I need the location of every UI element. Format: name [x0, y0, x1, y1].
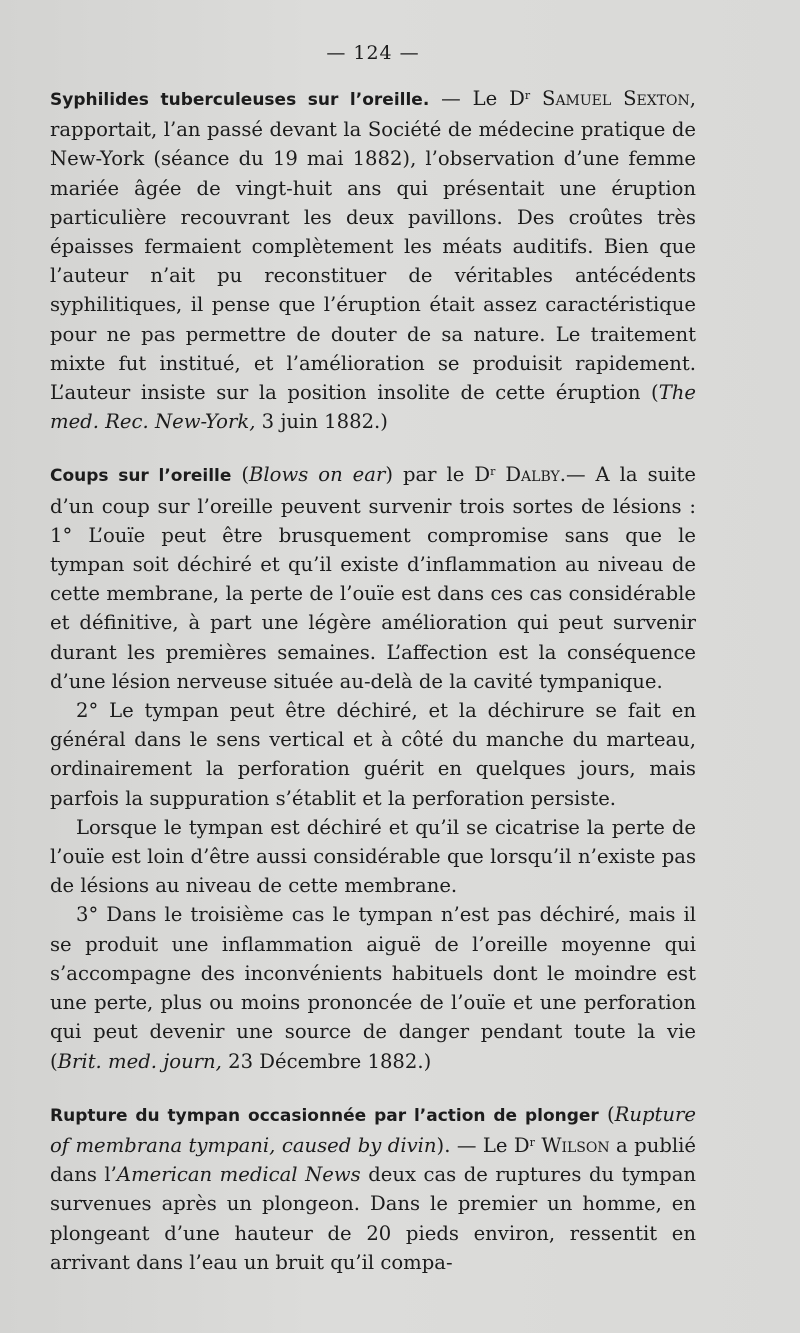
author-name: Wilson: [541, 1133, 610, 1157]
text-run: [495, 463, 505, 486]
text-run: ). — Le D: [436, 1133, 530, 1157]
section-syphilides: [50, 84, 696, 436]
citation: Brit. med. journ,: [57, 1049, 222, 1073]
paragraph: [50, 84, 696, 436]
text-run: — Le D: [429, 87, 525, 110]
english-title: Rupture of membrana tympani, caused by divin: [50, 1102, 697, 1157]
section-coups: [50, 460, 696, 1075]
paragraph: [50, 1100, 696, 1277]
text-run: ) par le D: [385, 463, 491, 487]
journal-name: American medical News: [116, 1163, 361, 1187]
superscript: r: [524, 89, 531, 102]
text-run: 23 Décembre 1882.): [221, 1049, 432, 1073]
body-text: [50, 84, 696, 1277]
text-run: (: [231, 463, 250, 487]
text-run: .— A la suite d’un coup sur l’oreille peuvent survenir trois sortes de lésions : 1° L’ouïe peut être brusquement compromise sans que le tympan soit déchiré et qu’il existe d’inflammation au niveau de cette membrane, la perte de l’ouïe est dans ces cas considérable et définitive, à part une légère amélioration qui peut survenir durant les premières semaines. L’affection est la conséquence d’une lésion nerveuse située au-delà de la cavité tympanique.: [50, 463, 696, 693]
text-run: [530, 87, 542, 110]
paragraph: [50, 900, 696, 1075]
section-heading: Coups sur l’oreille: [50, 466, 232, 487]
section-heading: Rupture du tympan occasionnée par l’action de plonger: [50, 1105, 599, 1126]
superscript: r: [490, 465, 496, 479]
text-run: 3 juin 1882.): [255, 410, 388, 434]
text-run: (: [598, 1102, 615, 1126]
paragraph: Lorsque le tympan est déchiré et qu’il se cicatrise la perte de l’ouïe est loin d’être aussi considérable que lorsqu’il n’existe pas de lésions au niveau de cette membrane.: [50, 815, 696, 898]
page-number: — 124 —: [326, 42, 420, 64]
author-name: Samuel Sexton: [542, 87, 690, 110]
author-name: Dalby: [505, 463, 560, 487]
text-run: deux cas de ruptures du tympan survenues après un plongeon. Dans le premier un homme, en plongeant d’une hauteur de 20 pieds environ, ressentit en arrivant dans l’eau un bruit qu’il compa-: [50, 1163, 697, 1274]
english-title: Blows on ear: [249, 463, 386, 487]
paragraph: 2° Le tympan peut être déchiré, et la déchirure se fait en général dans le sens vertical et à côté du manche du marteau, ordinairement la perforation guérit en quelques jours, mais parfois la suppuration s’établit et la perforation persiste.: [50, 699, 696, 810]
text-run: , rapportait, l’an passé devant la Société de médecine pratique de New-York (séance du 19 mai 1882), l’observation d’une femme mariée âgée de vingt-huit ans qui présentait une éruption particulière recouvrant les deux pavillons. Des croûtes très épaisses fermaient complètement les méats auditifs. Bien que l’auteur n’ait pu reconstituer de véritables antécédents syphilitiques, il pense que l’éruption était assez caractéristique pour ne pas permettre de douter de sa nature. Le traitement mixte fut institué, et l’amélioration se produisit rapidement. L’auteur insiste sur la position insolite de cette éruption (: [50, 87, 696, 405]
section-heading: Syphilides tuberculeuses sur l’oreille.: [50, 90, 430, 110]
text-run: 3° Dans le troisième cas le tympan n’est pas déchiré, mais il se produit une inflammation aiguë de l’oreille moyenne qui s’accompagne des inconvénients habituels dont le moindre est une perte, plus ou moins prononcée de l’ouïe et une perforation qui peut devenir une source de danger pendant toute la vie (: [50, 903, 696, 1073]
citation: The med. Rec. New-York,: [50, 381, 696, 434]
superscript: r: [529, 1135, 535, 1149]
paragraph: [50, 460, 696, 696]
section-rupture: [50, 1100, 696, 1277]
text-run: a publié dans l’: [50, 1133, 696, 1187]
